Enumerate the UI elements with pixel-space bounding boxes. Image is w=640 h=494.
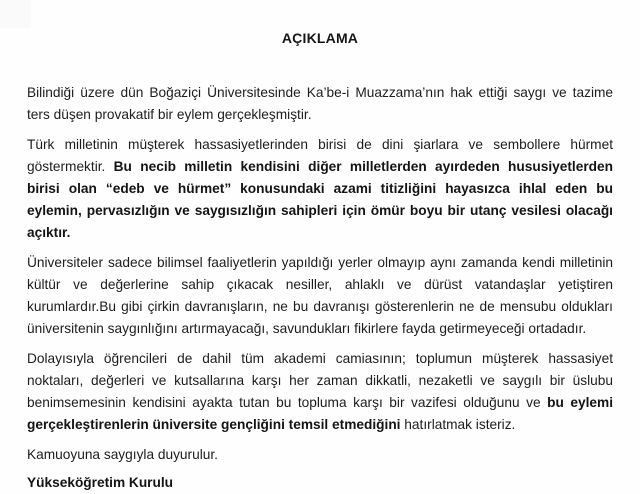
body-text: Üniversiteler sadece bilimsel faaliyetlerin yapıldığı yerler olmayıp aynı zamanda kendi milletinin kültür ve değerlerine sahip çıkacak nesiller, ahlaklı ve dürüst vatandaşlar yetiştiren kurumlardır.Bu gibi çirkin davranışların, ne bu davranışı gösterenlerin ne de mensubu oldukları üniversitenin saygınlığını artırmayacağı, savundukları fikirlere fayda getirmeyeceği ortadadır. [27,255,613,336]
emphasized-text: bu eylemi gerçekleştirenlerin üniversite gençliğini temsil etmediğini [27,395,614,432]
body-text: Bilindiği üzere dün Boğaziçi Üniversitesinde Ka’be-i Muazzama’nın hak ettiği saygı ve tazime ters düşen provakatif bir eylem gerçekleşmiştir. [27,85,613,122]
paragraph-2 [27,134,613,244]
body-text: hatırlatmak isteriz. [400,417,516,432]
body-text: Türk milletinin müşterek hassasiyetlerinden birisi de dini şiarlara ve sembollere hürmet göstermektir. [27,137,613,174]
document-body [27,82,613,494]
document-title: AÇIKLAMA [281,30,359,46]
body-text: Dolayısıyla öğrencileri de dahil tüm akademi camiasının; toplumun müşterek hassasiyet noktaları, değerleri ve kutsallarına karşı her zaman dikkatli, nezaketli ve saygılı bir üslubu benimsemesinin kendisini ayakta tutan bu topluma karşı bir vazifesi olduğunu ve [27,351,613,410]
paragraph-4 [27,348,613,436]
scan-artifact [0,0,31,28]
signature-line: Yükseköğretim Kurulu [27,475,174,490]
paragraph-1 [27,82,613,126]
emphasized-text: Bu necib milletin kendisini diğer milletlerden ayırdeden hususiyetlerden birisi olan “edeb ve hürmet” konusundaki azami titizliğini hayasızca ihlal eden bu eylemin, pervasızlığın ve saygısızlığın sahipleri için ömür boyu bir utanç vesilesi olacağı açıktır. [27,159,614,240]
closing-line: Kamuoyuna saygıyla duyurulur. [27,447,218,462]
paragraph-3 [27,252,613,340]
